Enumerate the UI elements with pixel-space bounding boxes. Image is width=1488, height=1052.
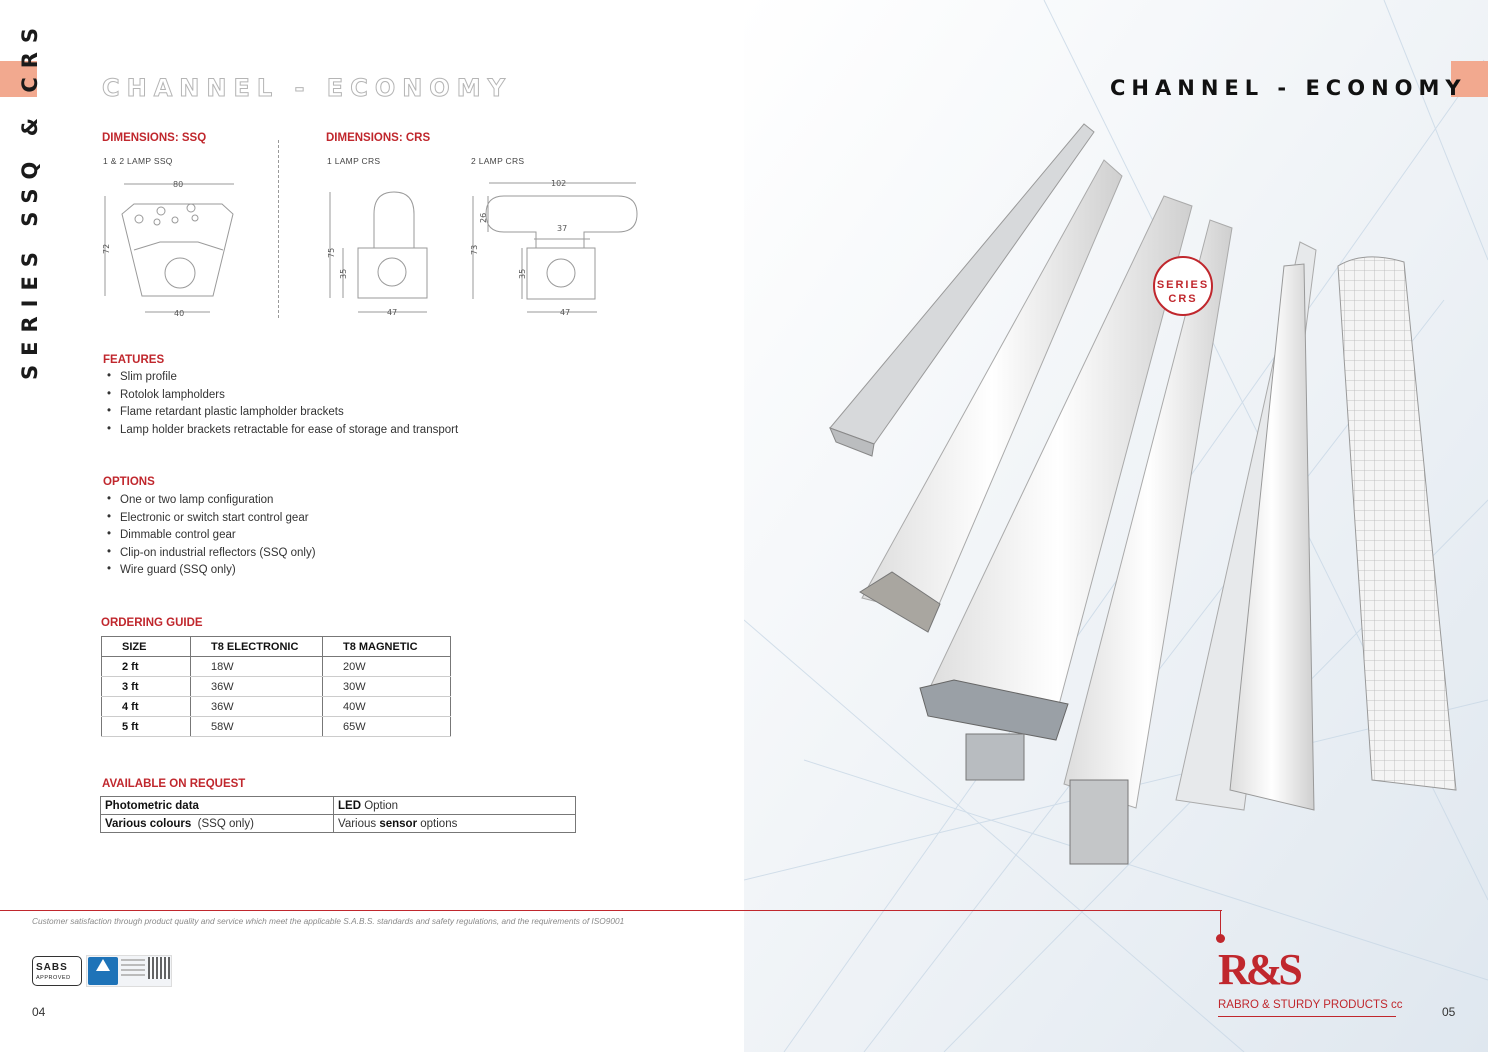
list-item: • Dimmable control gear — [104, 529, 316, 547]
company-logo-mark: R&S — [1218, 945, 1299, 994]
page-number-left: 04 — [32, 1005, 46, 1019]
table-cell: 2 ft — [102, 657, 191, 677]
available-on-request-table — [100, 796, 576, 833]
list-item: • Lamp holder brackets retractable for ease of storage and transport — [104, 424, 458, 442]
sabs-logo-text: SABS — [36, 962, 68, 973]
list-item: • Clip-on industrial reflectors (SSQ only) — [104, 547, 316, 565]
list-item: • One or two lamp configuration — [104, 494, 316, 512]
photometric-label: Photometric data — [105, 799, 199, 812]
dimensions-ssq-heading: DIMENSIONS: SSQ — [102, 132, 207, 144]
options-list — [104, 494, 316, 582]
list-item: • Flame retardant plastic lampholder brackets — [104, 406, 458, 424]
list-item: • Electronic or switch start control gear — [104, 512, 316, 530]
table-cell: 5 ft — [102, 717, 191, 737]
badge-line-1: SERIES — [1156, 279, 1210, 291]
table-cell — [334, 797, 576, 815]
footer-rule-dot — [1216, 934, 1225, 943]
table-cell: 3 ft — [102, 677, 191, 697]
crs1-width: 47 — [387, 308, 398, 317]
page-title-outline: CHANNEL - ECONOMY — [102, 74, 512, 102]
table-cell: 4 ft — [102, 697, 191, 717]
badge-line-2: CRS — [1168, 293, 1198, 305]
features-list — [104, 371, 458, 441]
crs1-height-box: 35 — [339, 268, 348, 279]
table-cell: 36W — [191, 697, 323, 717]
column-header: T8 ELECTRONIC — [191, 637, 323, 657]
column-header: T8 MAGNETIC — [323, 637, 451, 657]
led-label: LED — [338, 799, 361, 812]
crs-1-lamp-drawing — [330, 192, 427, 312]
company-name-underline — [1218, 1016, 1396, 1017]
table-cell: 30W — [323, 677, 451, 697]
table-row — [102, 657, 451, 677]
dimensions-crs-heading: DIMENSIONS: CRS — [326, 132, 431, 144]
table-cell: 58W — [191, 717, 323, 737]
list-item: • Wire guard (SSQ only) — [104, 564, 316, 582]
footer-statement: Customer satisfaction through product quality and service which meet the applicable S.A.B.S. standards and safety regulations, and the requirements of ISO9001 — [32, 916, 625, 926]
crs2-neck: 37 — [557, 224, 568, 233]
table-row — [102, 717, 451, 737]
sensor-label: sensor — [379, 817, 418, 830]
led-rest: Option — [361, 799, 399, 812]
series-crs-badge — [1153, 256, 1213, 316]
ssq-width-top: 80 — [173, 180, 184, 189]
column-header: SIZE — [102, 637, 191, 657]
table-cell: 36W — [191, 677, 323, 697]
features-heading: FEATURES — [103, 354, 165, 366]
table-cell: 20W — [323, 657, 451, 677]
dimension-drawings — [95, 170, 655, 330]
footer-rule — [0, 910, 1222, 911]
page-title-right: CHANNEL - ECONOMY — [1110, 76, 1467, 100]
ssq-caption: 1 & 2 LAMP SSQ — [103, 156, 173, 166]
table-cell: 40W — [323, 697, 451, 717]
sabs-logo-subtext: APPROVED — [36, 975, 71, 981]
crs2-height-total: 73 — [470, 244, 479, 255]
certificate-text-lines — [121, 959, 145, 979]
right-page — [744, 0, 1488, 1052]
ssq-width-bottom: 40 — [174, 309, 185, 318]
table-cell — [334, 815, 576, 833]
list-item: • Slim profile — [104, 371, 458, 389]
crs-1-lamp-caption: 1 LAMP CRS — [327, 156, 381, 166]
crs-2-lamp-caption: 2 LAMP CRS — [471, 156, 525, 166]
crs-2-lamp-drawing — [473, 183, 637, 312]
tuv-triangle-icon — [96, 959, 110, 971]
crs2-height-top: 26 — [479, 212, 488, 223]
table-row — [102, 677, 451, 697]
page-number-right: 05 — [1442, 1005, 1456, 1019]
series-side-label: SERIES SSQ & CRS — [18, 18, 42, 380]
qr-code-icon — [148, 957, 170, 979]
table-header-row — [102, 637, 451, 657]
table-cell — [101, 797, 334, 815]
table-cell — [101, 815, 334, 833]
sensor-pre: Various — [338, 817, 380, 830]
ordering-guide-heading: ORDERING GUIDE — [101, 617, 203, 629]
available-on-request-heading: AVAILABLE ON REQUEST — [102, 778, 246, 790]
crs2-width: 47 — [560, 308, 571, 317]
colours-rest: (SSQ only) — [191, 817, 254, 830]
table-cell: 65W — [323, 717, 451, 737]
company-name: RABRO & STURDY PRODUCTS cc — [1218, 999, 1403, 1011]
list-item: • Rotolok lampholders — [104, 389, 458, 407]
crs1-height-total: 75 — [327, 247, 336, 258]
table-row — [101, 815, 576, 833]
table-row — [101, 797, 576, 815]
table-row — [102, 697, 451, 717]
options-heading: OPTIONS — [103, 476, 155, 488]
crs2-height-box: 35 — [518, 268, 527, 279]
ssq-drawing — [105, 184, 234, 312]
product-photo — [744, 0, 1488, 1052]
crs2-width-top: 102 — [551, 179, 567, 188]
ssq-height: 72 — [102, 243, 111, 254]
ordering-guide-table — [101, 636, 451, 737]
table-cell: 18W — [191, 657, 323, 677]
sensor-post: options — [417, 817, 458, 830]
colours-label: Various colours — [105, 817, 192, 830]
